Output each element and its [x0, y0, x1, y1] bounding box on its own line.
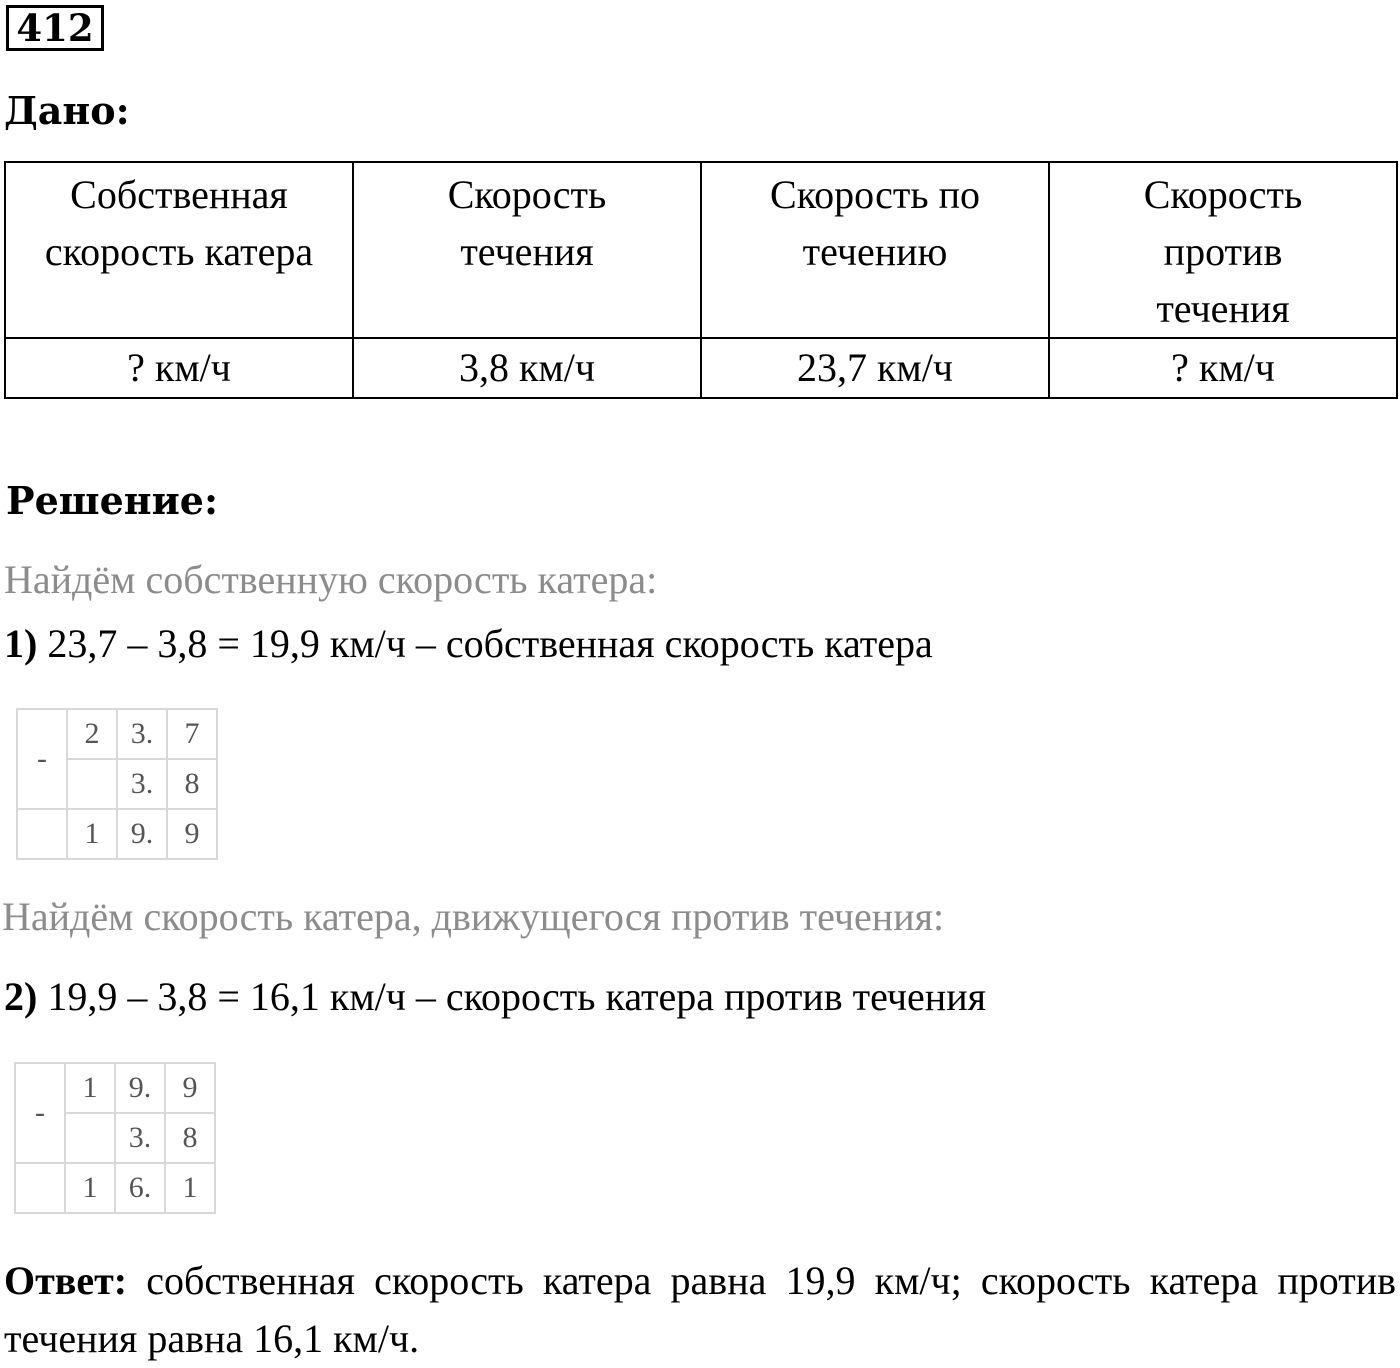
digit-cell: 2: [67, 709, 117, 759]
header-line: Скорость: [1143, 172, 1303, 217]
empty-cell: [17, 809, 67, 859]
value-downstream-speed: 23,7 км/ч: [701, 338, 1049, 398]
digit-cell: 1: [165, 1163, 215, 1213]
given-table-values-row: [5, 338, 1397, 398]
step1-number: 1): [4, 621, 38, 666]
step1-text: 23,7 – 3,8 = 19,9 км/ч – собственная скорость катера: [37, 621, 933, 666]
digit-cell: 6.: [115, 1163, 165, 1213]
digit-cell: [67, 759, 117, 809]
digit-cell: 3.: [117, 759, 167, 809]
digit-cell: 1: [65, 1163, 115, 1213]
header-current-speed: [353, 162, 701, 338]
given-table: [4, 161, 1398, 399]
digit-cell: 8: [167, 759, 217, 809]
header-line: скорость катера: [44, 229, 314, 274]
header-line: Собственная: [70, 172, 288, 217]
header-line: Скорость: [447, 172, 607, 217]
value-own-speed: ? км/ч: [5, 338, 353, 398]
digit-cell: 8: [165, 1113, 215, 1163]
step2-column-subtraction: [14, 1062, 216, 1214]
problem-number: 412: [6, 5, 104, 51]
header-line: течению: [802, 229, 948, 274]
answer-text: собственная скорость катера равна 19,9 км/ч; скорость катера против течения равна 16,1 км/ч.: [4, 1258, 1396, 1361]
step2-equation: [4, 973, 986, 1020]
empty-cell: [15, 1163, 65, 1213]
digit-cell: 9: [167, 809, 217, 859]
solution-heading: Решение:: [6, 478, 218, 523]
digit-cell: 9.: [115, 1063, 165, 1113]
given-table-header-row: [5, 162, 1397, 338]
digit-cell: 9.: [117, 809, 167, 859]
digit-cell: 3.: [117, 709, 167, 759]
minus-sign: -: [17, 709, 67, 809]
header-downstream-speed: [701, 162, 1049, 338]
column-row-result: [17, 809, 217, 859]
step1-equation: [4, 620, 933, 667]
digit-cell: 7: [167, 709, 217, 759]
digit-cell: [65, 1113, 115, 1163]
header-line: течения: [1156, 286, 1290, 331]
minus-sign: -: [15, 1063, 65, 1163]
digit-cell: 9: [165, 1063, 215, 1113]
header-line: против: [1163, 229, 1283, 274]
header-line: Скорость по: [770, 172, 980, 217]
answer: [4, 1252, 1396, 1368]
digit-cell: 1: [65, 1063, 115, 1113]
header-line: течения: [460, 229, 594, 274]
column-row-result: [15, 1163, 215, 1213]
step1-intro: Найдём собственную скорость катера:: [4, 557, 658, 602]
digit-cell: 3.: [115, 1113, 165, 1163]
header-own-speed: [5, 162, 353, 338]
value-current-speed: 3,8 км/ч: [353, 338, 701, 398]
value-upstream-speed: ? км/ч: [1049, 338, 1397, 398]
step2-number: 2): [4, 974, 38, 1019]
header-upstream-speed: [1049, 162, 1397, 338]
digit-cell: 1: [67, 809, 117, 859]
answer-label: Ответ:: [4, 1258, 128, 1303]
column-row-top: [17, 709, 217, 759]
step1-column-subtraction: [16, 708, 218, 860]
step2-intro: Найдём скорость катера, движущегося против течения:: [2, 894, 945, 939]
step2-text: 19,9 – 3,8 = 16,1 км/ч – скорость катера против течения: [37, 974, 986, 1019]
column-row-top: [15, 1063, 215, 1113]
given-heading: Дано:: [4, 88, 130, 133]
